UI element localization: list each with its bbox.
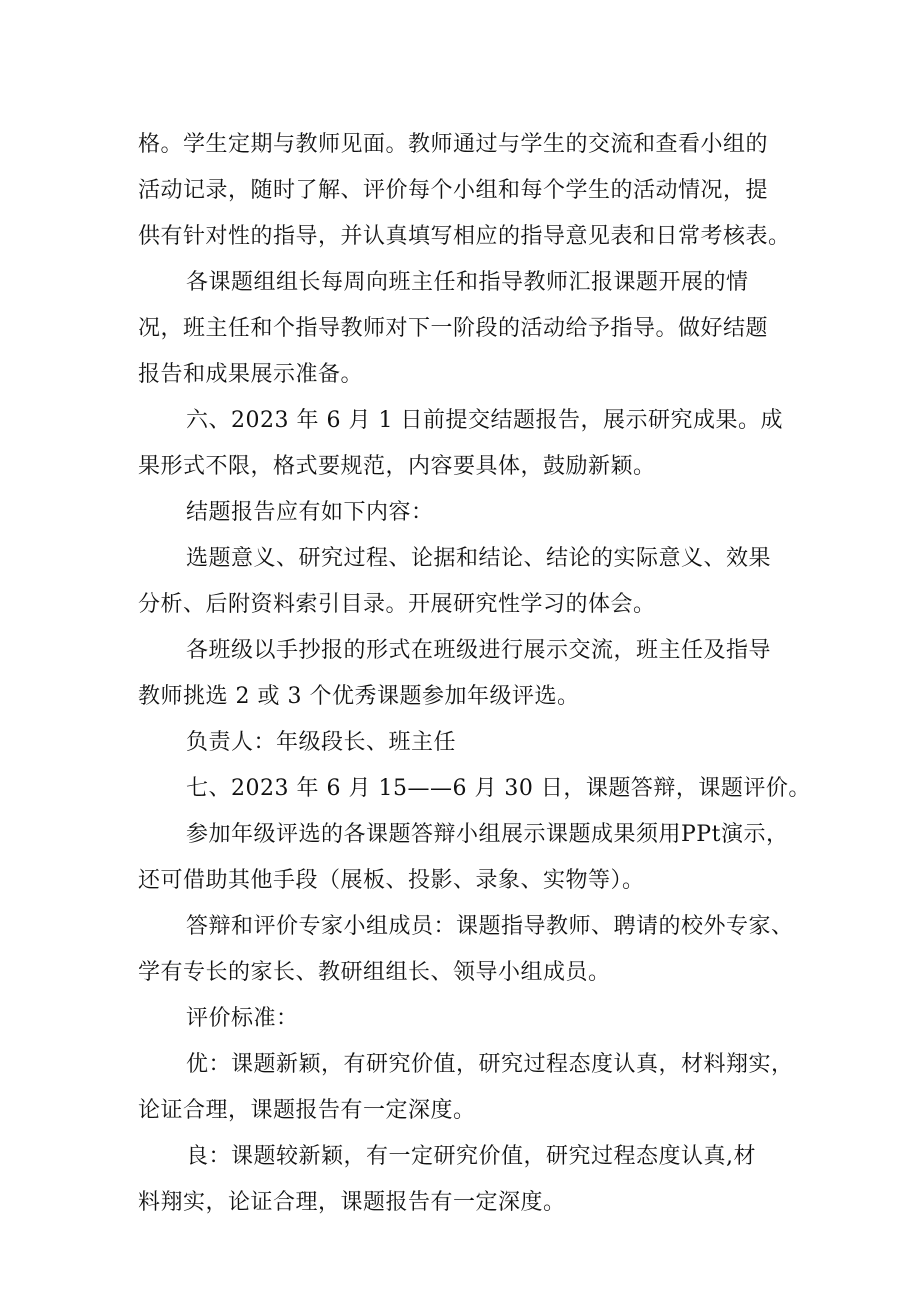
text-line: 况，班主任和个指导教师对下一阶段的活动给予指导。做好结题	[138, 316, 769, 341]
text-line: 优：课题新颖，有研究价值，研究过程态度认真，材料翔实，	[186, 1052, 794, 1077]
text-line: 学有专长的家长、教研组组长、领导小组成员。	[138, 960, 611, 985]
text-line: 还可借助其他手段（展板、投影、录象、实物等）。	[138, 868, 645, 893]
text-line: 分析、后附资料索引目录。开展研究性学习的体会。	[138, 592, 656, 617]
text-line: 答辩和评价专家小组成员：课题指导教师、聘请的校外专家、	[186, 914, 794, 939]
text-line: 良：课题较新颖，有一定研究价值，研究过程态度认真,材	[186, 1144, 756, 1169]
paragraph	[138, 1042, 798, 1134]
paragraph	[138, 904, 798, 996]
paragraph	[138, 1134, 798, 1226]
text-line: 各课题组组长每周向班主任和指导教师汇报课题开展的情	[186, 270, 749, 295]
text-line: 结题报告应有如下内容：	[186, 500, 434, 525]
text-line: 评价标准：	[186, 1006, 299, 1031]
paragraph	[138, 628, 798, 720]
text-line: 报告和成果展示准备。	[138, 362, 364, 387]
text-line: 负责人：年级段长、班主任	[186, 730, 457, 755]
paragraph	[138, 812, 798, 904]
text-line: 六、2023 年 6 月 1 日前提交结题报告，展示研究成果。成	[186, 408, 783, 433]
text-line: 活动记录，随时了解、评价每个小组和每个学生的活动情况，提	[138, 178, 769, 203]
text-line: 论证合理，课题报告有一定深度。	[138, 1098, 476, 1123]
paragraph	[138, 766, 811, 812]
text-line: 七、2023 年 6 月 15——6 月 30 日，课题答辩，课题评价。	[186, 776, 811, 801]
paragraph	[138, 996, 798, 1042]
paragraph	[138, 398, 798, 490]
paragraph	[138, 490, 798, 536]
paragraph	[138, 720, 798, 766]
text-line: 教师挑选 2 或 3 个优秀课题参加年级评选。	[138, 684, 580, 709]
text-line: 各班级以手抄报的形式在班级进行展示交流，班主任及指导	[186, 638, 772, 663]
text-line: 果形式不限，格式要规范，内容要具体，鼓励新颖。	[138, 454, 656, 479]
paragraph	[138, 536, 798, 628]
text-line: 选题意义、研究过程、论据和结论、结论的实际意义、效果	[186, 546, 772, 571]
paragraph	[138, 260, 798, 398]
document-body	[138, 122, 811, 1226]
paragraph	[138, 122, 798, 260]
text-line: 参加年级评选的各课题答辩小组展示课题成果须用PPt演示，	[186, 822, 789, 847]
text-line: 供有针对性的指导，并认真填写相应的指导意见表和日常考核表。	[138, 224, 791, 249]
text-line: 料翔实，论证合理，课题报告有一定深度。	[138, 1190, 566, 1215]
text-line: 格。学生定期与教师见面。教师通过与学生的交流和查看小组的	[138, 132, 769, 157]
